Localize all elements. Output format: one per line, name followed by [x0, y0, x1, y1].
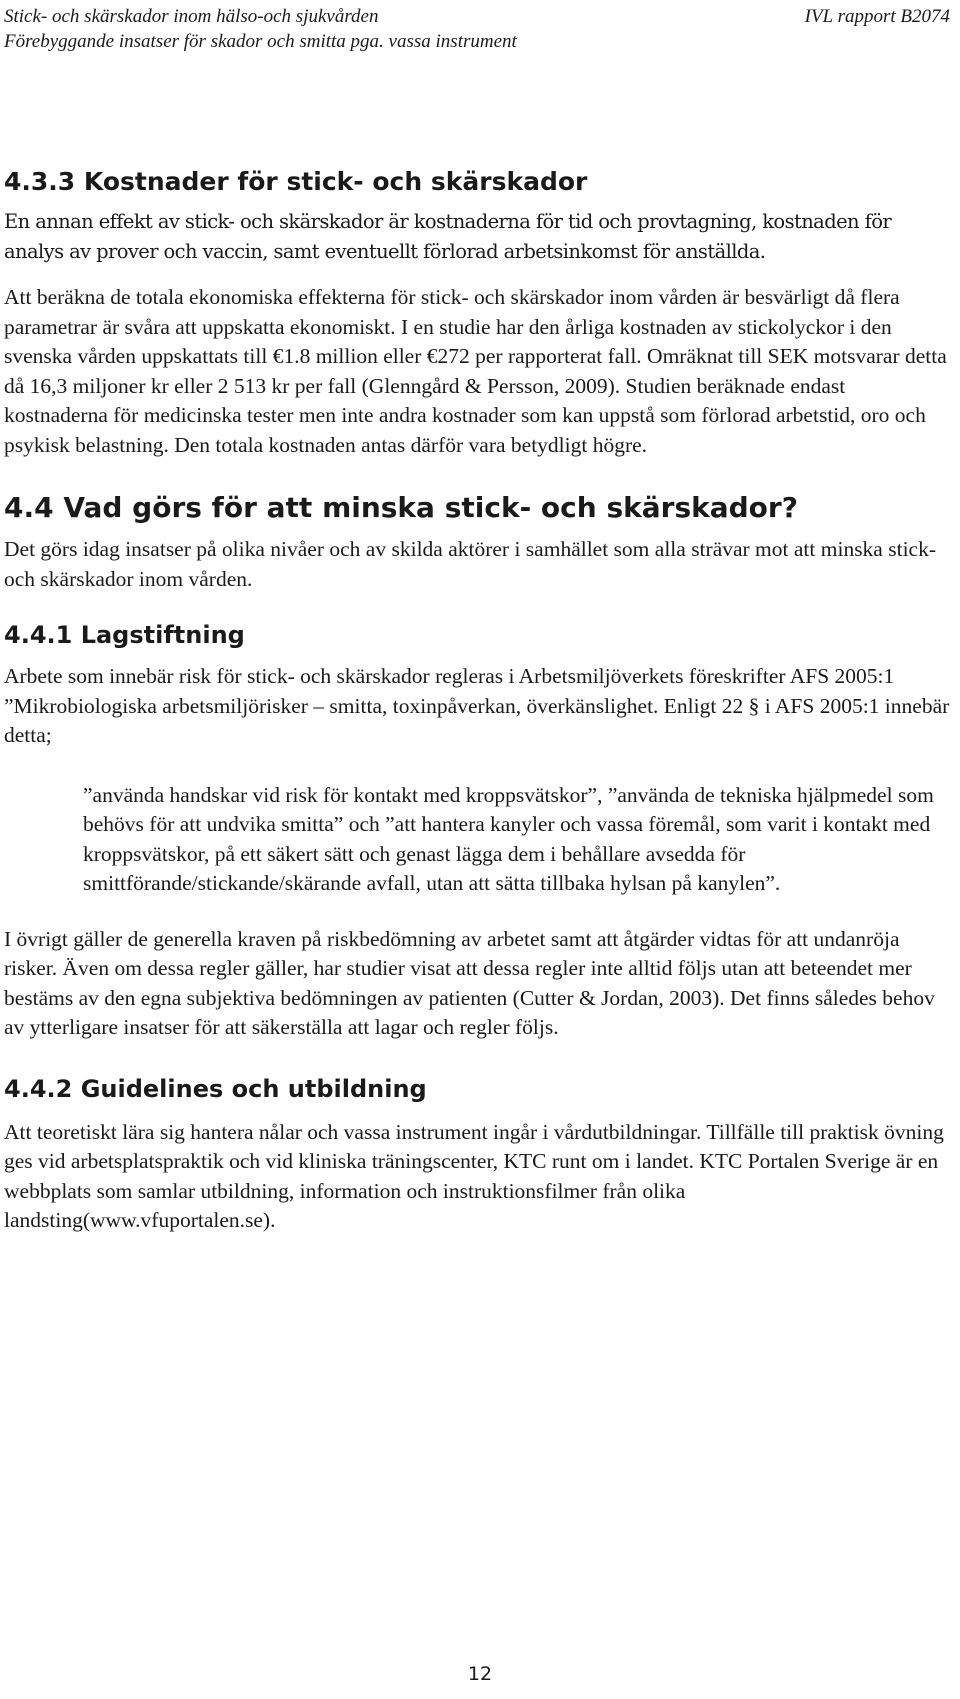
paragraph: Det görs idag insatser på olika nivåer och av skilda aktörer i samhället som alla strävar mot att minska stick- och skärskador inom vården.: [4, 537, 936, 591]
paragraph: I övrigt gäller de generella kraven på riskbedömning av arbetet samt att åtgärder vidtas för att undanröja risker. Även om dessa regler gäller, har studier visat att dessa regler inte alltid följs utan att beteendet mer bestäms av den egna subjektiva bedömningen av patienten (Cutter & Jordan, 2003). Det finns således behov av ytterligare insatser för att säkerställa att lagar och regler följs.: [4, 926, 935, 1039]
paragraph: Arbete som innebär risk för stick- och skärskador regleras i Arbetsmiljöverkets föreskrifter AFS 2005:1 ”Mikrobiologiska arbetsmiljörisker – smitta, toxinpåverkan, överkänslighet. Enligt 22 § i AFS 2005:1 innebär detta;: [4, 664, 950, 747]
running-header: [4, 4, 950, 54]
paragraph: En annan effekt av stick- och skärskador är kostnaderna för tid och provtagning, kostnaden för analys av prover och vaccin, samt eventuellt förlorad arbetsinkomst för anställda.: [4, 210, 892, 263]
section-heading-4-4: 4.4 Vad görs för att minska stick- och skärskador?: [4, 491, 798, 524]
paragraph: Att teoretiskt lära sig hantera nålar och vassa instrument ingår i vårdutbildningar. Tillfälle till praktisk övning ges vid arbetsplatspraktik och vid kliniska träningscenter, KTC runt om i landet. KTC Portalen Sverige är en webbplats som samlar utbildning, information och instruktionsfilmer från olika landsting(www.vfuportalen.se).: [4, 1119, 944, 1232]
paragraph: Att beräkna de totala ekonomiska effekterna för stick- och skärskador inom vården är besvärligt då flera parametrar är svåra att uppskatta ekonomiskt. I en studie har den årliga kostnaden av stickolyckor i den svenska vården uppskattats till €1.8 million eller €272 per rapporterat fall. Omräknat till SEK motsvarar detta då 16,3 miljoner kr eller 2 513 kr per fall (Glenngård & Persson, 2009). Studien beräknade endast kostnaderna för medicinska tester men inte andra kostnader som kan uppstå som förlorad arbetstid, oro och psykisk belastning. Den totala kostnaden antas därför vara betydligt högre.: [4, 285, 947, 457]
header-report-id: IVL rapport B2074: [804, 6, 950, 27]
page-content: [4, 166, 950, 1236]
regulation-quote: ”använda handskar vid risk för kontakt med kroppsvätskor”, ”använda de tekniska hjälpmedel som behövs för att undvika smitta” och ”att hantera kanyler och vassa föremål, som varit i kontakt med kroppsvätskor, på ett säkert sätt och genast lägga dem i behållare avsedda för smittförande/stickande/skärande avfall, utan att sätta tillbaka hylsan på kanylen”.: [83, 782, 934, 895]
header-subtitle: Förebyggande insatser för skador och smitta pga. vassa instrument: [4, 31, 517, 52]
page-number: 12: [467, 1663, 493, 1685]
section-heading-4-3-3: 4.3.3 Kostnader för stick- och skärskador: [4, 167, 588, 196]
section-heading-4-4-1: 4.4.1 Lagstiftning: [4, 621, 245, 649]
section-heading-4-4-2: 4.4.2 Guidelines och utbildning: [4, 1074, 427, 1103]
header-title: Stick- och skärskador inom hälso-och sjukvården: [4, 6, 379, 27]
